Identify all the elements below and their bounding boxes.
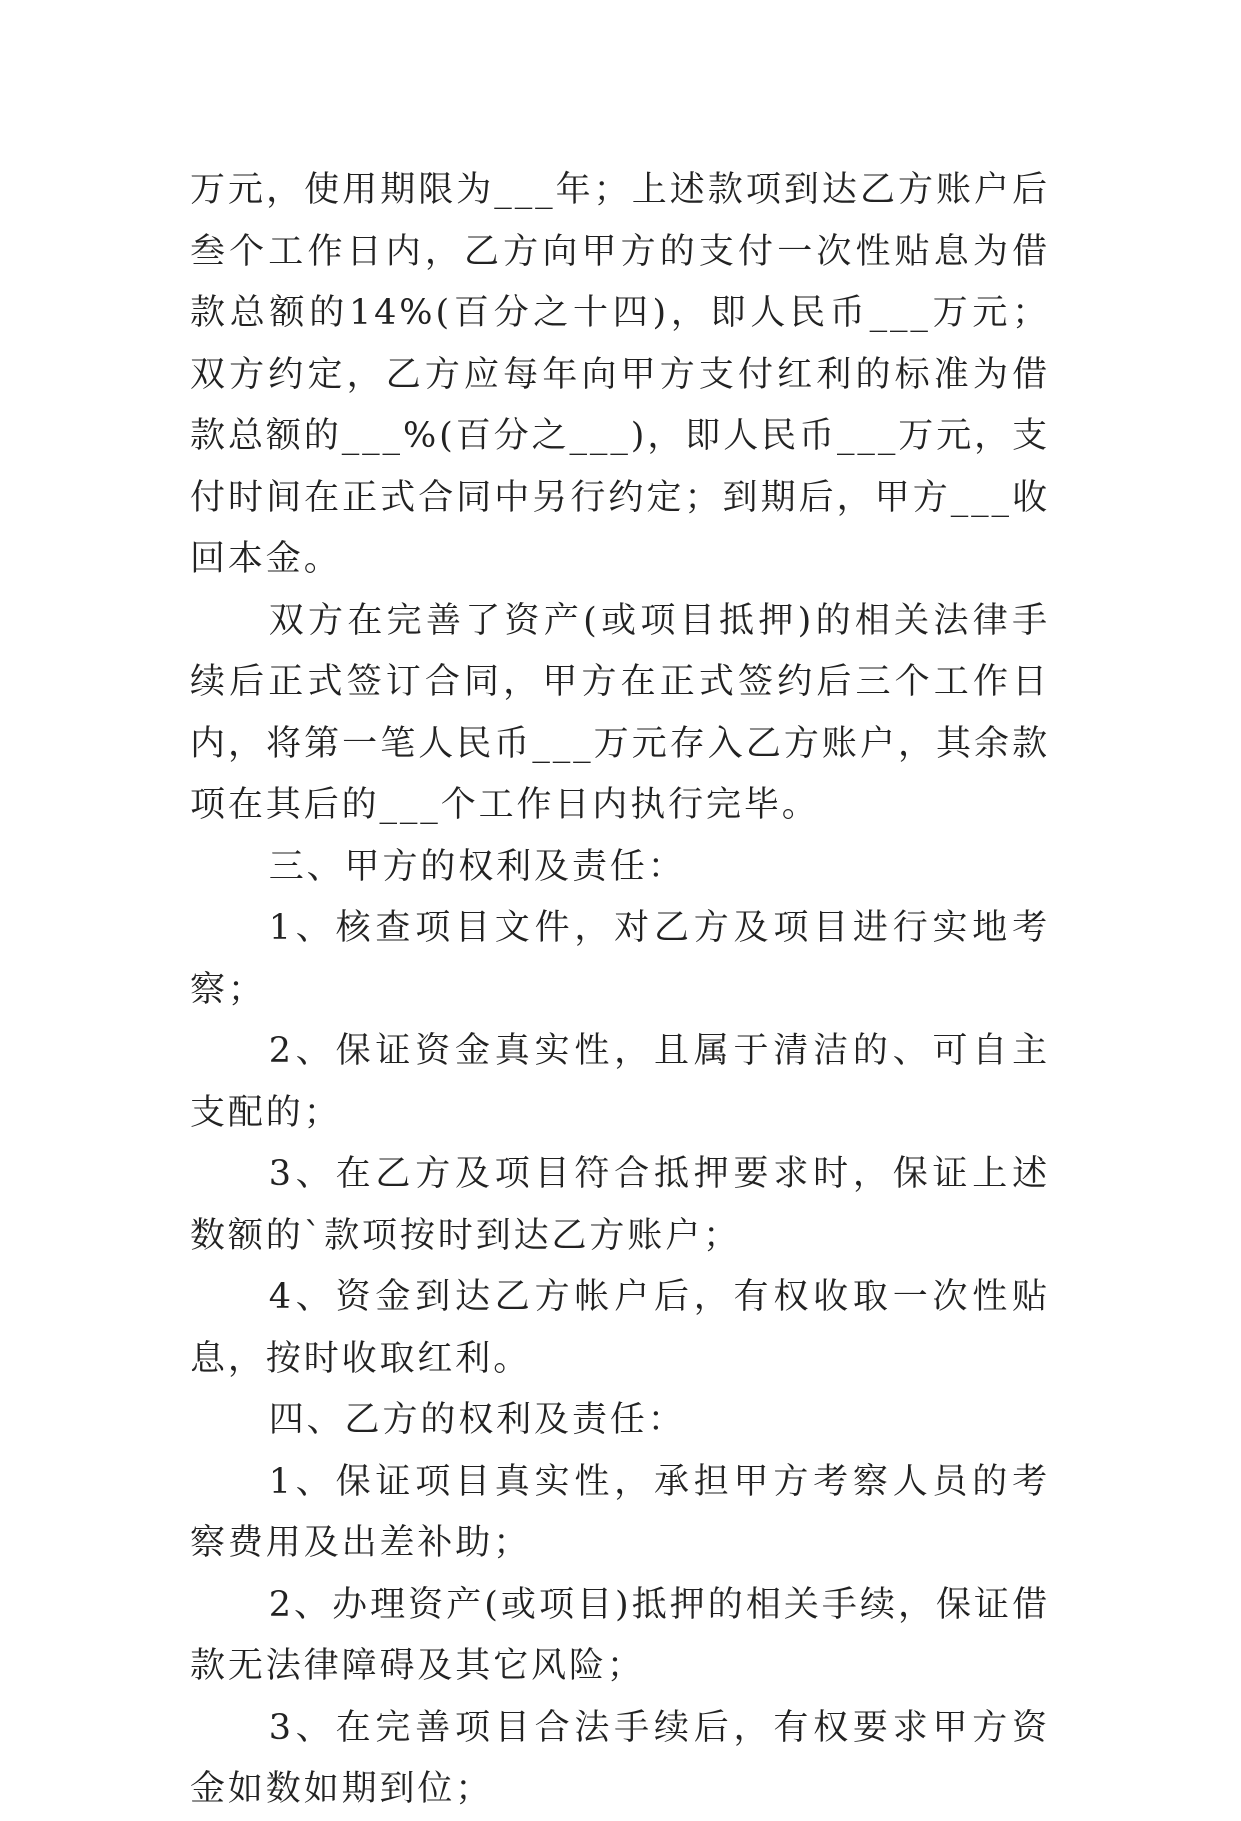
party-b-item-2: 2、办理资产(或项目)抵押的相关手续，保证借款无法律障碍及其它风险； — [190, 1584, 1050, 1686]
section-heading-party-a: 三、甲方的权利及责任： — [268, 846, 686, 887]
party-b-item-1: 1、保证项目真实性，承担甲方考察人员的考察费用及出差补助； — [190, 1461, 1050, 1563]
party-a-item-1: 1、核查项目文件，对乙方及项目进行实地考察； — [190, 908, 1050, 1010]
paragraph-contract-signing: 双方在完善了资产(或项目抵押)的相关法律手续后正式签订合同，甲方在正式签约后三个工作日内，将第一笔人民币___万元存入乙方账户，其余款项在其后的___个工作日内执行完毕。 — [190, 600, 1050, 825]
party-a-item-2: 2、保证资金真实性，且属于清洁的、可自主支配的； — [190, 1031, 1050, 1133]
party-a-item-3: 3、在乙方及项目符合抵押要求时，保证上述数额的`款项按时到达乙方账户； — [190, 1154, 1050, 1256]
party-a-item-4: 4、资金到达乙方帐户后，有权收取一次性贴息，按时收取红利。 — [190, 1277, 1050, 1379]
document-body — [190, 160, 1050, 1821]
section-heading-party-b: 四、乙方的权利及责任： — [268, 1400, 686, 1440]
party-b-item-3: 3、在完善项目合法手续后，有权要求甲方资金如数如期到位； — [190, 1707, 1050, 1809]
paragraph-loan-terms: 万元，使用期限为___年；上述款项到达乙方账户后叁个工作日内，乙方向甲方的支付一次性贴息为借款总额的14%(百分之十四)，即人民币___万元；双方约定，乙方应每年向甲方支付红利的标准为借款总额的___%(百分之___)，即人民币___万元，支付时间在正式合同中另行约定；到期后，甲方___收回本金。 — [190, 170, 1050, 579]
